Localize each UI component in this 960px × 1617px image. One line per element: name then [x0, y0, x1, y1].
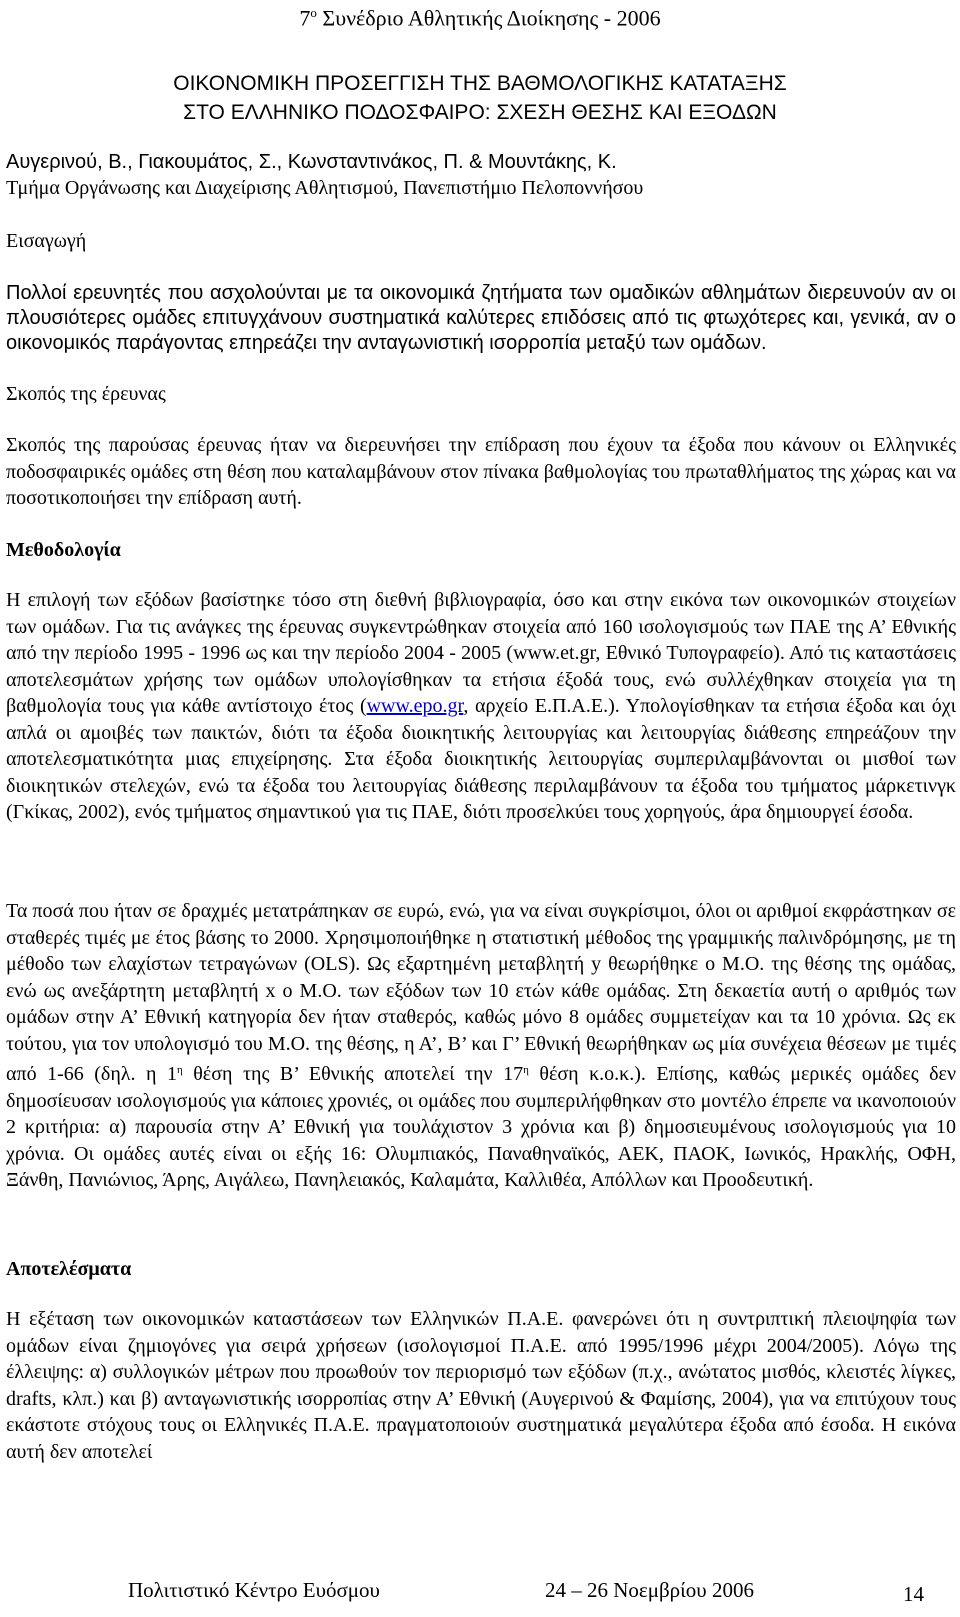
section-heading-method: Μεθοδολογία: [6, 539, 121, 561]
method-paragraph-1: [6, 587, 956, 826]
aim-paragraph: Σκοπός της παρούσας έρευνας ήταν να διερευνήσει την επίδραση που έχουν τα έξοδα που κάνουν οι Ελληνικές ποδοσφαιρικές ομάδες στη θέση που καταλαμβάνουν στον πίνακα βαθμολογίας του πρωταθλήματος της χώρας και να ποσοτικοποιήσει την επίδραση αυτή.: [6, 434, 956, 509]
conference-number: 7: [299, 5, 311, 31]
method-p1-text-b: , αρχείο Ε.Π.Α.Ε.). Υπολογίσθηκαν τα ετήσια έξοδα και όχι απλά οι αμοιβές των παικτών, διότι τα έξοδα διοικητικής λειτουργίας και λειτουργίας διάθεσης επηρεάζουν την αποτελεσματικότητα μιας επιχείρησης. Στα έξοδα διοικητικής λειτουργίας συμπεριλαμβάνονται οι μισθοί των διοικητικών στελεχών, ενώ τα έξοδα του λειτουργίας διάθεσης περιλαμβάνουν τα έξοδα του τμήματος μάρκετινγκ (Γκίκας, 2002), ενός τμήματος σημαντικού για τις ΠΑΕ, διότι προσελκύει τους χορηγούς, άρα δημιουργεί έσοδα.: [6, 695, 956, 823]
footer-venue: Πολιτιστικό Κέντρο Ευόσμου: [128, 1578, 380, 1602]
paper-title-line-2: ΣΤΟ ΕΛΛΗΝΙΚΟ ΠΟΔΟΣΦΑΙΡΟ: ΣΧΕΣΗ ΘΕΣΗΣ ΚΑΙ ΕΞΟΔΩΝ: [183, 101, 777, 124]
section-heading-intro: Εισαγωγή: [6, 230, 87, 252]
section-heading-results: Αποτελέσματα: [6, 1258, 132, 1280]
running-header: [0, 0, 960, 31]
method-p1-text-a: Η επιλογή των εξόδων βασίστηκε τόσο στη διεθνή βιβλιογραφία, όσο και στην εικόνα των οικονομικών στοιχείων των ομάδων. Για τις ανάγκες της έρευνας συγκεντρώθηκαν στοιχεία από 160 ισολογισμούς των ΠΑΕ της Α’ Εθνικής από την περίοδο 1995 - 1996 ως και την περίοδο 2004 - 2005 (www.et.gr, Εθνικό Τυπογραφείο). Από τις καταστάσεις αποτελεσμάτων χρήσης των ομάδων υπολογίσθηκαν τα ετήσια έξοδά τους, ενώ συλλέχθηκαν στοιχεία για τη βαθμολογία τους για κάθε αντίστοιχο έτος (: [6, 589, 956, 717]
method-p2-text-c: θέση κ.ο.κ.). Επίσης, καθώς μερικές ομάδες δεν δημοσίευσαν ισολογισμούς για κάποιες χρονιές, οι ομάδες που συμπεριλήφθηκαν στο μοντέλο έπρεπε να ικανοποιούν 2 κριτήρια: α) παρουσία στην Α’ Εθνική για τουλάχιστον 3 χρόνια και β) δημοσιευμένους ισολογισμούς για 10 χρόνια. Οι ομάδες αυτές είναι οι εξής 16: Ολυμπιακός, Παναθηναϊκός, ΑΕΚ, ΠΑΟΚ, Ιωνικός, Ηρακλής, ΟΦΗ, Ξάνθη, Πανιώνιος, Άρης, Αιγάλεω, Πανηλειακός, Καλαμάτα, Καλλιθέα, Απόλλων και Προοδευτική.: [6, 1063, 957, 1191]
authors: Αυγερινού, Β., Γιακουμάτος, Σ., Κωνσταντινάκος, Π. & Μουντάκης, Κ.: [6, 151, 617, 173]
footer-dates: 24 – 26 Νοεμβρίου 2006: [545, 1578, 754, 1602]
method-p2-text-b: θέση της Β’ Εθνικής αποτελεί την 17: [182, 1063, 524, 1085]
ordinal-sup-2: η: [523, 1064, 529, 1076]
method-paragraph-2: [6, 898, 956, 1194]
section-heading-aim: Σκοπός της έρευνας: [6, 383, 166, 405]
intro-paragraph: Πολλοί ερευνητές που ασχολούνται με τα οικονομικά ζητήματα των ομαδικών αθλημάτων διερευνούν αν οι πλουσιότερες ομάδες επιτυγχάνουν συστηματικά καλύτερες επιδόσεις από τις φτωχότερες και, γενικά, αν ο οικονομικός παράγοντας επηρεάζει την ανταγωνιστική ισορροπία μεταξύ των ομάδων.: [6, 282, 956, 354]
conference-ordinal: ο: [310, 5, 317, 20]
ordinal-sup-1: η: [176, 1064, 183, 1076]
affiliation: Τμήμα Οργάνωσης και Διαχείρισης Αθλητισμού, Πανεπιστήμιο Πελοποννήσου: [6, 177, 644, 199]
paper-title-line-1: ΟΙΚΟΝΟΜΙΚΗ ΠΡΟΣΕΓΓΙΣΗ ΤΗΣ ΒΑΘΜΟΛΟΓΙΚΗΣ ΚΑΤΑΤΑΞΗΣ: [173, 72, 787, 95]
results-paragraph: Η εξέταση των οικονομικών καταστάσεων των Ελληνικών Π.Α.Ε. φανερώνει ότι η συντριπτική πλειοψηφία των ομάδων είναι ζημιογόνες για σειρά χρήσεων (ισολογισμοί Π.Α.Ε. από 1995/1996 μέχρι 2004/2005). Λόγω της έλλειψης: α) συλλογικών μέτρων που προωθούν τον περιορισμό των εξόδων (π.χ., ανώτατος μισθός, κλειστές λίγκες, drafts, κλπ.) και β) ανταγωνιστικής ισορροπίας στην Α’ Εθνική (Αυγερινού & Φαμίσης, 2004), για να επιτύχουν τους εκάστοτε στόχους τους οι Ελληνικές Π.Α.Ε. πραγματοποιούν συστηματικά μεγαλύτερα έξοδα από έσοδα. Η εικόνα αυτή δεν αποτελεί: [6, 1308, 956, 1463]
method-p2-text-a: Τα ποσά που ήταν σε δραχμές μετατράπηκαν σε ευρώ, ενώ, για να είναι συγκρίσιμοι, όλοι οι αριθμοί εκφράστηκαν σε σταθερές τιμές με έτος βάσης το 2000. Χρησιμοποιήθηκε η στατιστική μέθοδος της γραμμικής παλινδρόμησης, με τη μέθοδο των ελαχίστων τετραγώνων (OLS). Ως εξαρτημένη μεταβλητή y θεωρήθηκε ο Μ.Ο. της θέσης της ομάδας, ενώ ως ανεξάρτητη μεταβλητή x ο Μ.Ο. των εξόδων των 10 ετών κάθε ομάδας. Στη δεκαετία αυτή ο αριθμός των ομάδων στην Α’ Εθνική κατηγορία δεν ήταν σταθερός, καθώς μόνο 8 ομάδες συμμετείχαν και τα 10 χρόνια. Ως εκ τούτου, για τον υπολογισμό του Μ.Ο. της θέσης, η Α’, Β’ και Γ’ Εθνική θεωρήθηκαν ως μία συνέχεια θέσεων με τιμές από 1-66 (δηλ. η 1: [6, 900, 956, 1085]
conference-name: Συνέδριο Αθλητικής Διοίκησης - 2006: [316, 5, 661, 31]
epo-link[interactable]: www.epo.gr: [366, 695, 464, 717]
page-number: 14: [903, 1582, 924, 1606]
